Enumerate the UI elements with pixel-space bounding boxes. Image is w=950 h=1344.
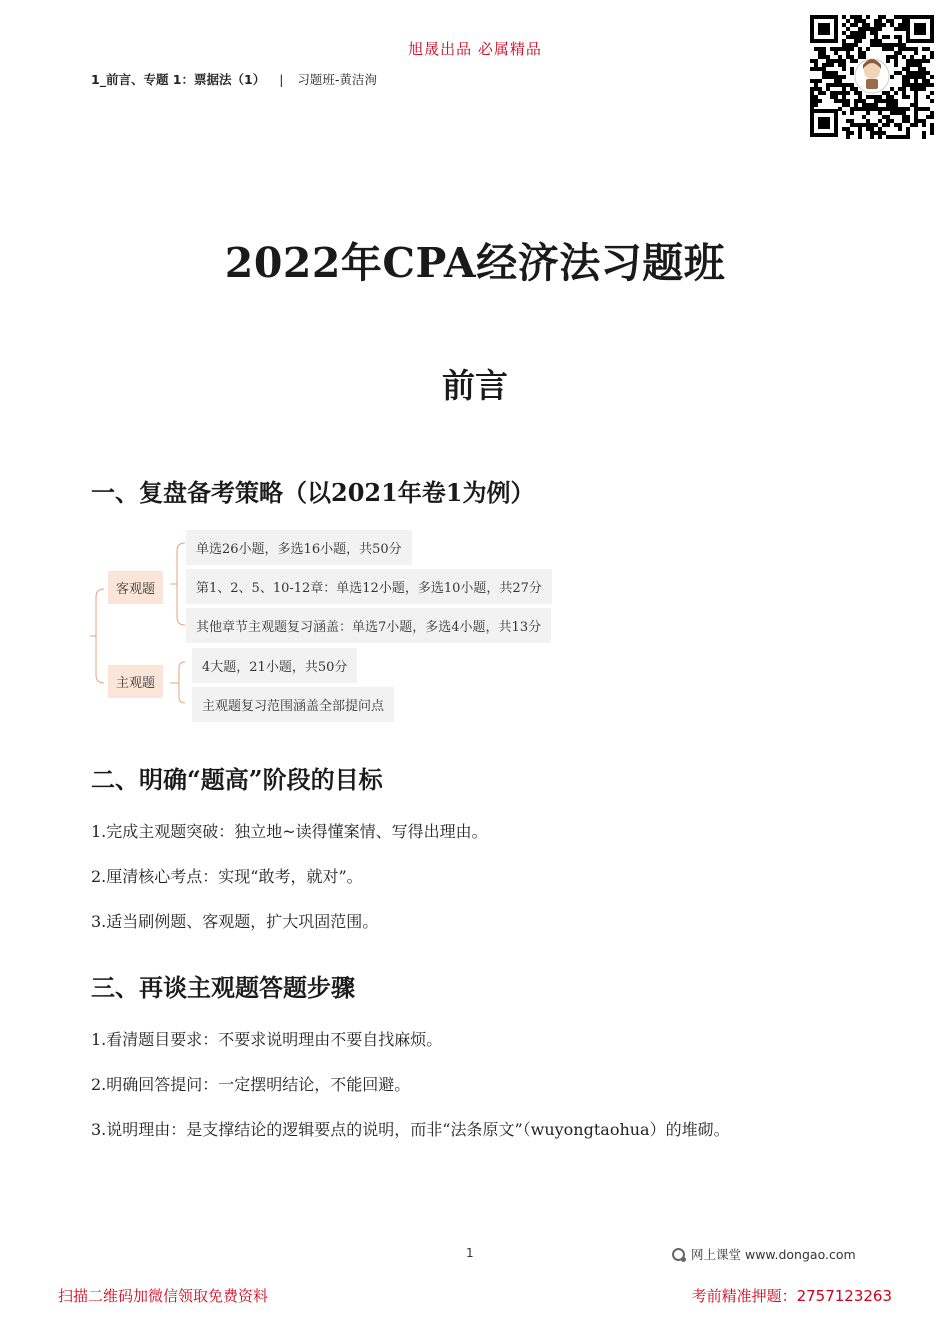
header-course: 习题班-黄洁洵 <box>297 72 377 87</box>
brand-banner: 旭晟出品 必属精品 <box>408 40 542 58</box>
site-footer <box>672 1245 856 1263</box>
document-title: 2022年CPA经济法习题班 <box>224 239 726 287</box>
mindmap-leaf: 4大题，21小题，共50分 <box>192 648 357 683</box>
paragraph: 3.说明理由：是支撑结论的逻辑要点的说明，而非“法条原文”（wuyongtaohua）的堆砌。 <box>91 1120 730 1139</box>
section-heading-2: 二、明确“题高”阶段的目标 <box>91 765 383 794</box>
mindmap <box>90 525 610 725</box>
paragraph: 1.看清题目要求：不要求说明理由不要自找麻烦。 <box>91 1030 443 1049</box>
mindmap-leaf: 主观题复习范围涵盖全部提问点 <box>192 687 394 722</box>
mindmap-leaf: 单选26小题，多选16小题，共50分 <box>186 530 412 565</box>
page-number: 1 <box>466 1246 474 1260</box>
footer-ad-left: 扫描二维码加微信领取免费资料 <box>58 1287 269 1305</box>
mindmap-node-objective: 客观题 <box>108 571 163 604</box>
document-subtitle: 前言 <box>442 366 508 405</box>
dongao-logo-icon <box>672 1248 685 1261</box>
paragraph: 1.完成主观题突破：独立地~读得懂案情、写得出理由。 <box>91 822 488 841</box>
mindmap-leaf: 第1、2、5、10-12章：单选12小题，多选10小题，共27分 <box>186 569 552 604</box>
site-footer-text: 网上课堂 www.dongao.com <box>691 1247 856 1262</box>
section-heading-3: 三、再谈主观题答题步骤 <box>91 973 355 1002</box>
header-separator: | <box>279 71 284 87</box>
footer-ad-right: 考前精准押题：2757123263 <box>691 1287 892 1305</box>
mindmap-node-subjective: 主观题 <box>108 665 163 698</box>
paragraph: 2.明确回答提问：一定摆明结论，不能回避。 <box>91 1075 411 1094</box>
header-chapter: 1_前言、专题 1：票据法（1） <box>91 72 266 87</box>
qr-code <box>808 13 936 139</box>
paragraph: 2.厘清核心考点：实现“敢考，就对”。 <box>91 867 363 886</box>
paragraph: 3.适当刷例题、客观题，扩大巩固范围。 <box>91 912 379 931</box>
section-heading-1: 一、复盘备考策略（以2021年卷1为例） <box>91 478 535 507</box>
running-header <box>91 70 377 88</box>
mindmap-leaf: 其他章节主观题复习涵盖：单选7小题，多选4小题，共13分 <box>186 608 551 643</box>
